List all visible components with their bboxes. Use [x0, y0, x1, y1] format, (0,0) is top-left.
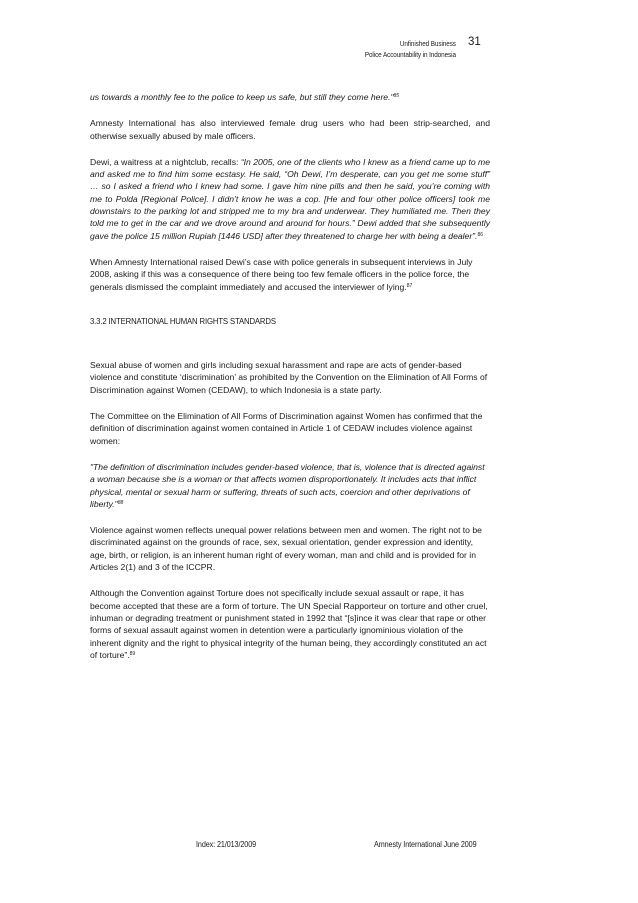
- page-body: [90, 91, 490, 675]
- page-number: 31: [468, 36, 481, 48]
- paragraph-5: Sexual abuse of women and girls including sexual harassment and rape are acts of gender-based violence and constitute ‘discrimination’ as prohibited by the Convention on the Elimination of All Forms of Discrimination against Women (CEDAW), to which Indonesia is a state party.: [90, 360, 488, 395]
- report-title: Unfinished Business: [400, 39, 456, 48]
- paragraph-8: Violence against women reflects unequal power relations between men and women. The right not to be discriminated against on the grounds of race, sex, sexual orientation, gender expression and identity, age, birth, or religion, is an inherent human right of every woman, man and child and is provided for in Articles 2(1) and 3 of the ICCPR.: [90, 525, 482, 573]
- paragraph-4: [90, 256, 490, 293]
- paragraph-9-text: Although the Convention against Torture does not specifically include sexual assault or rape, it has become accepted that these are a form of torture. The UN Special Rapporteur on torture and other cruel, inhuman or degrading treatment or punishment stated in 1992 that “[s]ince it was clear that rape or other forms of sexual assault against women in detention were a particularly ignominious violation of the inherent dignity and the right to physical integrity of the human being, they accordingly constituted an act of torture”.: [90, 588, 488, 660]
- document-index: Index: 21/013/2009: [196, 840, 257, 849]
- quote-intro: Dewi, a waitress at a nightclub, recalls:: [90, 156, 241, 167]
- footnote-ref: 88: [117, 499, 124, 506]
- paragraph-9: [90, 587, 490, 661]
- publisher-date: Amnesty International June 2009: [374, 840, 477, 849]
- footnote-ref: 86: [477, 231, 483, 238]
- paragraph-4-text: When Amnesty International raised Dewi’s case with police generals in subsequent interviews in July 2008, asking if this was a consequence of there being too few female officers in the police force, the generals dismissed the complaint immediately and accused the interviewer of lying.: [90, 256, 473, 292]
- quote-continuation: us towards a monthly fee to the police to keep us safe, but still they come here.": [90, 92, 394, 102]
- committee-quote: "The definition of discrimination includes gender-based violence, that is, violence that is directed against a woman because she is a woman or that affects women disproportionately. It includes acts that inflict physical, mental or sexual harm or suffering, threats of such acts, coercion and other deprivations of liberty.": [90, 461, 485, 509]
- footnote-ref: 87: [406, 282, 413, 289]
- section-heading: 3.3.2 INTERNATIONAL HUMAN RIGHTS STANDARDS: [90, 315, 276, 326]
- dewi-testimony: “In 2005, one of the clients who I knew as a friend came up to me and asked me to find him some ecstasy. He said, “Oh Dewi, I’m desperate, can you get me some stuff” … so I asked a friend who I knew had some. I gave him nine pills and then he said, you’re coming with me to Polda [Regional Police]. I didn’t know he was a cop. [He and four other police officers] took me downstairs to the parking lot and stripped me to my bra and underwear. They humiliated me. Then they told me to get in the car and we drove around and around for hours.” Dewi added that she subsequently gave the police 15 million Rupiah [1446 USD] after they threatened to charge her with being a dealer”.: [90, 156, 490, 241]
- report-subtitle: Police Accountability in Indonesia: [364, 50, 456, 59]
- footnote-ref: 89: [129, 650, 136, 657]
- footnote-ref: 85: [393, 93, 400, 99]
- paragraph-6: The Committee on the Elimination of All Forms of Discrimination against Women has confirmed that the definition of discrimination against women contained in Article 1 of CEDAW includes violence against women:: [90, 411, 483, 446]
- paragraph-2: Amnesty International has also interviewed female drug users who had been strip-searched, and otherwise sexually abused by male officers.: [90, 118, 490, 141]
- running-header: [365, 38, 456, 60]
- paragraph-7: [90, 461, 490, 510]
- paragraph-3: [90, 156, 490, 242]
- paragraph-1: [90, 91, 490, 103]
